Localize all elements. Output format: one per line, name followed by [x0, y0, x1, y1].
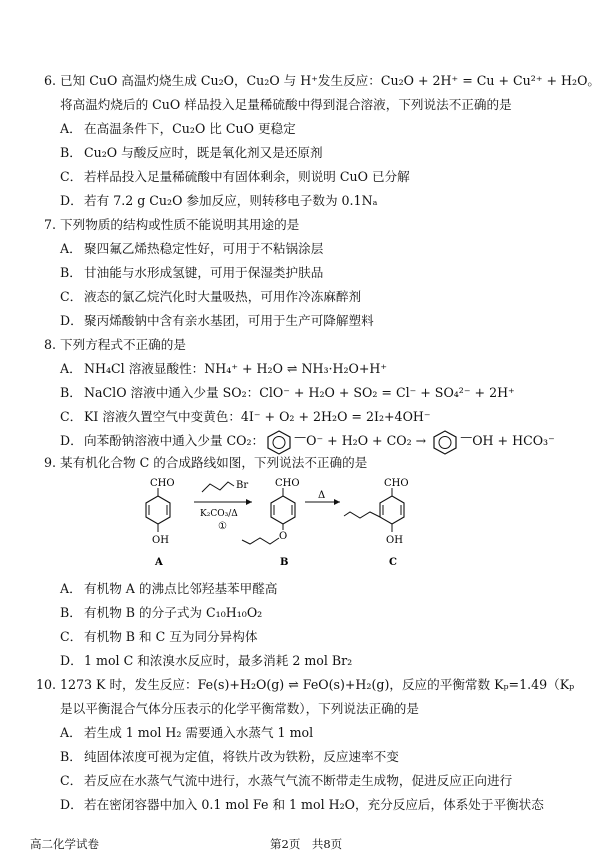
q6-stem-line2: 将高温灼烧后的 CuO 样品投入足量稀硫酸中得到混合溶液，下列说法不正确的是 [60, 97, 512, 112]
option-text: 甘油能与水形成氢键，可用于保湿类护肤品 [84, 265, 324, 280]
q8-stem [30, 334, 186, 353]
option-label: C． [60, 289, 83, 304]
phenol-structure: — [430, 433, 472, 448]
q7-stem-text: 下列物质的结构或性质不能说明其用途的是 [60, 217, 300, 232]
q7-option-b [60, 262, 323, 281]
bicarbonate-text: + HCO₃⁻ [497, 433, 555, 448]
q8-stem-text: 下列方程式不正确的是 [60, 337, 186, 352]
option-label: A． [60, 121, 82, 136]
option-text: 向苯酚钠溶液中通入少量 CO₂： [84, 433, 265, 448]
q10-option-a [60, 722, 313, 741]
ether-oxygen-label: O [279, 531, 288, 542]
q6-option-c [60, 166, 410, 185]
q6-stem-text: 已知 CuO 高温灼烧生成 Cu₂O，Cu₂O 与 H⁺发生反应：Cu₂O + 2H⁺ = Cu + Cu²⁺ + H₂O。 [60, 73, 601, 88]
q9-stem [30, 452, 367, 471]
q8-number: 8. [43, 337, 56, 352]
option-text: 若生成 1 mol H₂ 需要通入水蒸气 1 mol [84, 725, 314, 740]
option-text: 聚四氟乙烯热稳定性好，可用于不粘锅涂层 [84, 241, 324, 256]
option-label: D． [60, 313, 83, 328]
q9-option-b [60, 602, 262, 621]
reactants-text: + H₂O + CO₂ [327, 433, 412, 448]
cho-label-a: CHO [150, 478, 175, 489]
q10-stem-text: 1273 K 时，发生反应：Fe(s)+H₂O(g) ⇌ FeO(s)+H₂(g)，反应的平衡常数 Kₚ=1.49（Kₚ [60, 677, 575, 692]
option-text: NaClO 溶液中通入少量 SO₂：ClO⁻ + H₂O + SO₂ = Cl⁻ + SO₄²⁻ + 2H⁺ [84, 385, 515, 400]
option-label: A． [60, 241, 82, 256]
compound-c-label: C [389, 557, 397, 568]
option-text: 若在密闭容器中加入 0.1 mol Fe 和 1 mol H₂O，充分反应后，体系处于平衡状态 [84, 797, 544, 812]
option-label: B． [60, 145, 82, 160]
q7-option-c [60, 286, 361, 305]
q10-number: 10. [35, 677, 56, 692]
option-label: B． [60, 385, 82, 400]
option-label: C． [60, 169, 83, 184]
option-text: 有机物 B 和 C 互为同分异构体 [84, 629, 258, 644]
option-text: 1 mol C 和浓溴水反应时，最多消耗 2 mol Br₂ [84, 653, 353, 668]
compound-b-label: B [280, 557, 289, 568]
q9-stem-text: 某有机化合物 C 的合成路线如图，下列说法不正确的是 [60, 455, 368, 470]
q8-option-b [60, 382, 515, 401]
option-text: 在高温条件下，Cu₂O 比 CuO 更稳定 [84, 121, 296, 136]
heat-label: Δ [318, 490, 326, 501]
q9-option-d [60, 650, 352, 669]
option-text: 纯固体浓度可视为定值，将铁片改为铁粉，反应速率不变 [84, 749, 399, 764]
q7-option-d [60, 310, 374, 329]
option-label: B． [60, 749, 82, 764]
option-label: A． [60, 361, 82, 376]
benzene-ring-a [146, 496, 170, 524]
benzene-ring-b [271, 496, 295, 524]
option-label: A． [60, 581, 82, 596]
option-text: 有机物 A 的沸点比邻羟基苯甲醛高 [84, 581, 278, 596]
oh-label-c: OH [386, 535, 403, 546]
option-text: 有机物 B 的分子式为 C₁₀H₁₀O₂ [84, 605, 263, 620]
option-label: B． [60, 265, 82, 280]
option-label: D． [60, 433, 83, 448]
bromine-label: Br [236, 480, 249, 491]
footer-exam-title: 高二化学试卷 [30, 837, 99, 851]
option-label: B． [60, 605, 82, 620]
option-label: C． [60, 773, 83, 788]
q10-option-c [60, 770, 512, 789]
q10-stem-line2: 是以平衡混合气体分压表示的化学平衡常数），下列说法正确的是 [60, 701, 419, 716]
option-label: A． [60, 725, 82, 740]
cho-label-c: CHO [384, 478, 409, 489]
phenol-oh-label: OH [472, 433, 494, 448]
option-label: C． [60, 409, 83, 424]
option-label: C． [60, 629, 83, 644]
q10-option-d [60, 794, 544, 813]
option-text: 聚丙烯酸钠中含有亲水基团，可用于生产可降解塑料 [84, 313, 374, 328]
benzene-ring-c [380, 496, 404, 524]
reagent-label: K₂CO₃/Δ [200, 509, 238, 519]
q7-option-a [60, 238, 323, 257]
q6-option-a [60, 118, 296, 137]
cho-label-b: CHO [275, 478, 300, 489]
option-text: 液态的氯乙烷汽化时大量吸热，可用作冷冻麻醉剂 [84, 289, 362, 304]
oh-label-a: OH [152, 535, 169, 546]
q8-option-c [60, 406, 431, 425]
option-text: 若样品投入足量稀硫酸中有固体剩余，则说明 CuO 已分解 [84, 169, 410, 184]
footer-page-number: 第2页 共8页 [270, 837, 343, 851]
q10-option-b [60, 746, 399, 765]
q7-stem [30, 214, 299, 233]
phenoxide-label: O⁻ [306, 433, 324, 448]
synthesis-scheme [130, 472, 430, 574]
option-text: 若反应在水蒸气气流中进行，水蒸气气流不断带走生成物，促进反应正向进行 [84, 773, 513, 788]
option-text: KI 溶液久置空气中变黄色：4I⁻ + O₂ + 2H₂O = 2I₂+4OH⁻ [84, 409, 431, 424]
option-text: Cu₂O 与酸反应时，既是氧化剂又是还原剂 [84, 145, 323, 160]
reaction-arrow: → [415, 433, 427, 448]
q6-option-d [60, 190, 377, 209]
phenoxide-structure: — [264, 433, 306, 448]
q10-stem-line1 [30, 674, 574, 693]
q8-option-d [60, 424, 555, 455]
q9-number: 9. [43, 455, 56, 470]
step-one-label: ① [218, 521, 227, 532]
q9-option-c [60, 626, 257, 645]
option-text: 若有 7.2 g Cu₂O 参加反应，则转移电子数为 0.1Nₐ [84, 193, 378, 208]
option-label: D． [60, 797, 83, 812]
q6-stem-line1 [30, 70, 600, 89]
q9-option-a [60, 578, 277, 597]
q6-number: 6. [43, 73, 56, 88]
option-label: D． [60, 193, 83, 208]
option-label: D． [60, 653, 83, 668]
compound-a-label: A [155, 557, 163, 568]
q6-option-b [60, 142, 323, 161]
option-text: NH₄Cl 溶液显酸性：NH₄⁺ + H₂O ⇌ NH₃·H₂O+H⁺ [84, 361, 388, 376]
q7-number: 7. [43, 217, 56, 232]
q8-option-a [60, 358, 387, 377]
